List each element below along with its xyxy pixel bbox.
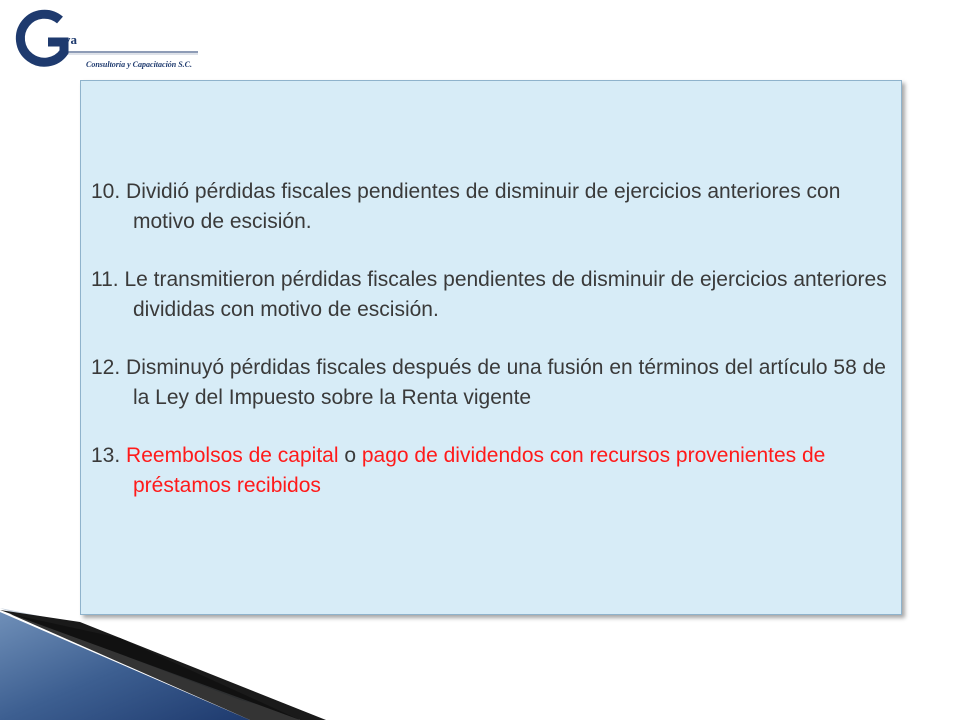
company-logo — [14, 8, 214, 74]
list-item — [91, 353, 899, 413]
item-text: Dividió pérdidas fiscales pendientes de disminuir de ejercicios anteriores con motivo de escisión. — [126, 180, 841, 233]
list-item — [91, 265, 899, 325]
list-item — [91, 177, 899, 237]
item-number: 11. — [91, 268, 119, 291]
item-text: Disminuyó pérdidas fiscales después de una fusión en términos del artículo 58 de la Ley del Impuesto sobre la Renta vigente — [126, 356, 886, 409]
item-list — [91, 177, 899, 501]
list-item — [91, 441, 899, 501]
logo-superscript: ya — [64, 32, 77, 47]
logo-caption: Consultoría y Capacitación S.C. — [86, 60, 193, 69]
item-text-highlight: pago de dividendos con recursos provenientes de préstamos recibidos — [133, 444, 826, 497]
item-text: Le transmitieron pérdidas fiscales pendientes de disminuir de ejercicios anteriores divididas con motivo de escisión. — [124, 268, 887, 321]
item-number: 10. — [91, 180, 121, 203]
content-box — [80, 80, 902, 615]
item-text: o — [344, 444, 357, 467]
item-text-highlight: Reembolsos de capital — [126, 444, 339, 467]
item-number: 12. — [91, 356, 121, 379]
corner-decoration — [0, 580, 340, 720]
item-number: 13. — [91, 444, 121, 467]
